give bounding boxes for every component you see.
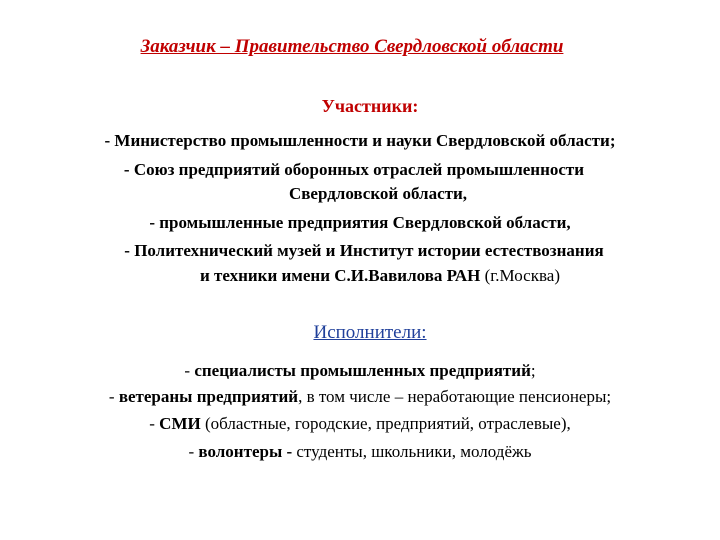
list-dash: - — [124, 241, 135, 260]
executor-rest: ; — [530, 361, 536, 380]
participant-item-4-cont — [20, 265, 720, 287]
list-dash: - — [123, 160, 134, 179]
participant-location: (г.Москва) — [480, 266, 560, 285]
participant-item-2-cont: Свердловской области, — [288, 184, 468, 203]
participant-text: Политехнический музей и Институт истории естествознания — [134, 241, 604, 260]
participant-item-2 — [0, 159, 714, 181]
participant-text: Министерство промышленности и науки Свердловской области; — [114, 131, 616, 150]
executor-bold: волонтеры - — [198, 442, 297, 461]
customer-title: Заказчик – Правительство Свердловской области — [140, 36, 564, 57]
list-dash: - — [149, 213, 160, 232]
executor-rest: студенты, школьники, молодёжь — [296, 442, 532, 461]
executor-item-2 — [0, 386, 720, 408]
participant-item-3 — [0, 212, 720, 234]
participants-heading: Участники: — [321, 96, 419, 116]
list-dash: - — [104, 131, 115, 150]
list-dash: - — [184, 361, 195, 380]
participant-item-4 — [4, 240, 720, 262]
executor-bold: СМИ — [159, 414, 201, 433]
executor-item-4 — [0, 441, 720, 463]
executor-item-1 — [0, 360, 720, 382]
participant-text: Союз предприятий оборонных отраслей промышленности — [133, 160, 585, 179]
executor-rest: , в том числе – неработающие пенсионеры; — [298, 387, 612, 406]
executor-rest: (областные, городские, предприятий, отраслевые), — [200, 414, 571, 433]
list-dash: - — [149, 414, 160, 433]
participant-item-1 — [0, 130, 720, 152]
list-dash: - — [188, 442, 199, 461]
participant-text: промышленные предприятия Свердловской области, — [159, 213, 571, 232]
list-dash: - — [108, 387, 119, 406]
executors-heading: Исполнители: — [313, 322, 427, 343]
executor-bold: специалисты промышленных предприятий — [194, 361, 531, 380]
participant-text: и техники имени С.И.Вавилова РАН — [199, 266, 481, 285]
executor-item-3 — [0, 413, 720, 435]
executor-bold: ветераны предприятий — [118, 387, 299, 406]
